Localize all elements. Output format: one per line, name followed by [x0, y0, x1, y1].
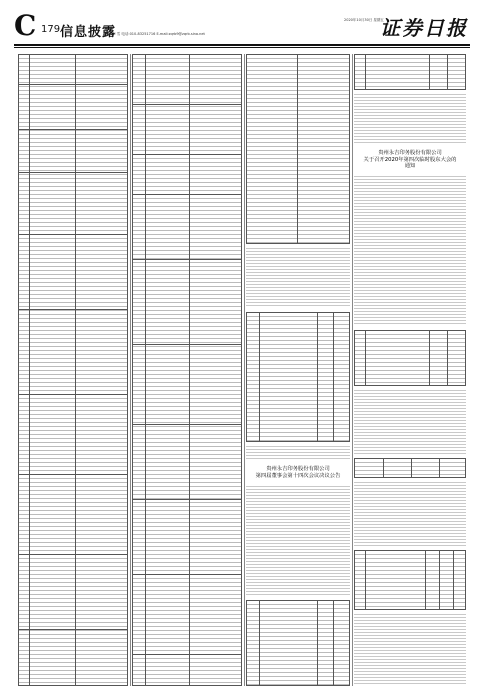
- meeting-notice-text: [354, 176, 466, 326]
- proxy-form-table: [354, 550, 466, 610]
- regulation-table-3: [246, 54, 350, 244]
- masthead: [14, 9, 470, 42]
- notice-text: [246, 248, 350, 308]
- regulation-table: [18, 54, 128, 686]
- proxy-form-text: [354, 614, 466, 686]
- masthead-rule-thin: [14, 47, 470, 48]
- meeting-notice-heading: [354, 150, 466, 170]
- vote-table-1: [246, 312, 350, 442]
- company-name-2: 贵州永吉印务股份有限公司: [266, 466, 330, 472]
- masthead-rule: [14, 44, 470, 46]
- proposal-table-1: [354, 54, 466, 90]
- newspaper-logo: 证券日报: [380, 16, 468, 40]
- page-number: 179: [41, 24, 61, 35]
- share-class-table: [354, 458, 466, 478]
- resolution-title: 第四届董事会第十四次会议决议公告: [255, 472, 341, 479]
- column-3: [246, 54, 350, 686]
- column-2: [132, 54, 242, 686]
- resolution-text: [246, 486, 350, 596]
- vote-table-2: [246, 600, 350, 686]
- section-letter: C: [14, 9, 37, 42]
- proposal-table-2: [354, 330, 466, 386]
- regulation-table-2: [132, 54, 242, 686]
- date-line: 2020年10月30日 星期五: [344, 18, 384, 22]
- staff-line: 制作:李 雪 电话:010-83251716 E-mail:zqrb9@zqrb.sina.net: [104, 32, 205, 36]
- notice-title: 关于召开2020年第四次临时股东大会的: [363, 156, 457, 163]
- column-1: [18, 54, 128, 686]
- column-4: [354, 54, 466, 686]
- board-resolution-heading: [246, 466, 350, 479]
- section-title: 信息披露: [60, 25, 117, 40]
- company-name-1: 贵州永吉印务股份有限公司: [378, 150, 442, 156]
- notice-title-end: 通知: [404, 163, 416, 170]
